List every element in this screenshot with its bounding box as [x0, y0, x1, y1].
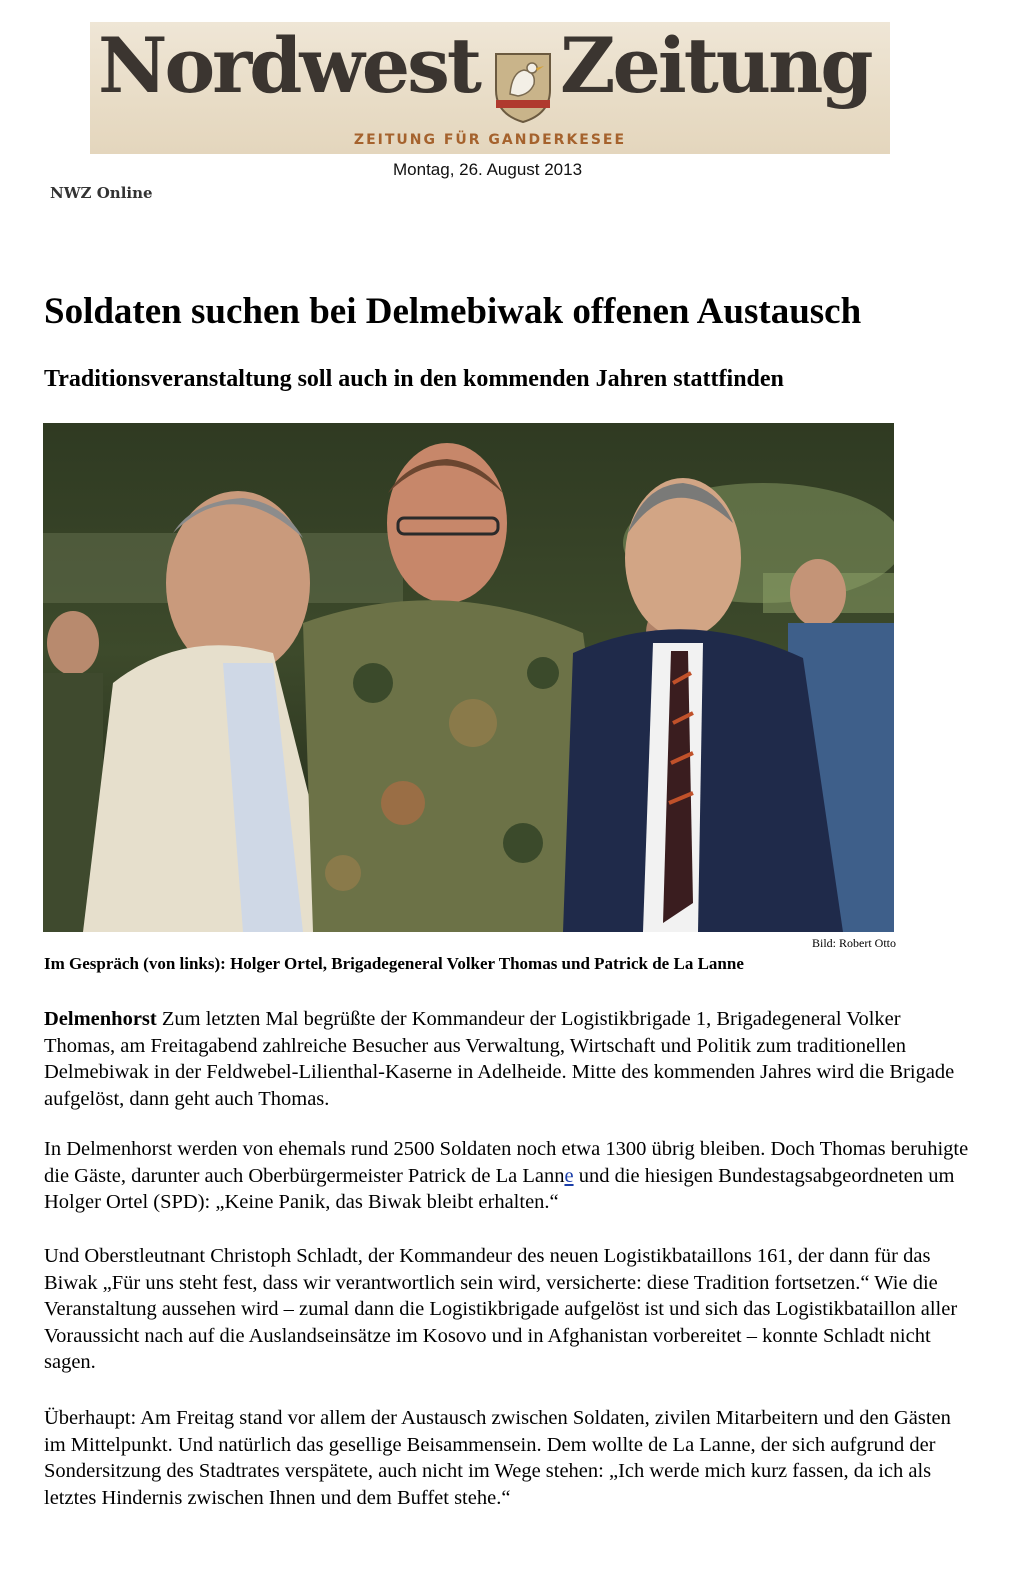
dateline: Delmenhorst — [44, 1008, 157, 1030]
publication-date: Montag, 26. August 2013 — [393, 160, 583, 179]
paragraph-2-text-b: und die hiesigen Bundestagsabgeordneten um Holger Ortel (SPD): „Keine Panik, das Biwak bleibt erhalten.“ — [44, 1164, 955, 1213]
masthead — [90, 22, 890, 154]
coat-of-arms-icon — [492, 50, 554, 124]
source-label: NWZ Online — [50, 184, 153, 202]
paragraph-1-text: Zum letzten Mal begrüßte der Kommandeur der Logistikbrigade 1, Brigadegeneral Volker Thomas, am Freitagabend zahlreiche Besucher aus Verwaltung, Wirtschaft und Politik zum traditionellen Delmebiwak in der Feldwebel-Lilienthal-Kaserne in Adelheide. Mitte des kommenden Jahres wird die Brigade aufgelöst, dann geht auch Thomas. — [44, 1008, 955, 1110]
paragraph-1 — [44, 1006, 974, 1112]
paragraph-2 — [44, 1136, 974, 1216]
masthead-subtitle: ZEITUNG FÜR GANDERKESEE — [353, 132, 627, 148]
inline-link[interactable]: e — [564, 1164, 574, 1187]
article-photo — [43, 423, 894, 932]
paragraph-3: Und Oberstleutnant Christoph Schladt, der Kommandeur des neuen Logistikbataillons 161, der dann für das Biwak „Für uns steht fest, dass wir verantwortlich sein wird, versicherte: diese Tradition fortsetzen.“ Wie die Veranstaltung aussehen wird – zumal dann die Logistikbrigade aufgelöst ist und sich das Logistikbataillon aller Voraussicht nach auf die Auslandseinsätze im Kosovo und in Afghanistan vorbereitet – konnte Schladt nicht sagen. — [44, 1245, 958, 1373]
photo-caption: Im Gespräch (von links): Holger Ortel, Brigadegeneral Volker Thomas und Patrick de La Lanne — [44, 954, 744, 973]
masthead-title-left: Nordwest — [98, 21, 480, 110]
headline: Soldaten suchen bei Delmebiwak offenen Austausch — [44, 291, 862, 332]
paragraph-4: Überhaupt: Am Freitag stand vor allem der Austausch zwischen Soldaten, zivilen Mitarbeitern und den Gästen im Mittelpunkt. Und natürlich das gesellige Beisammensein. Dem wollte de La Lanne, der sich aufgrund der Sondersitzung des Stadtrates verspätete, auch nicht im Wege stehen: „Ich werde mich kurz fassen, da ich als letztes Hindernis zwischen Ihnen und dem Buffet stehe.“ — [44, 1407, 951, 1509]
paragraph-2-text-a: In Delmenhorst werden von ehemals rund 2500 Soldaten noch etwa 1300 übrig bleiben. Doch Thomas beruhigte die Gäste, darunter auch Oberbürgermeister Patrick de La Lann — [44, 1138, 969, 1187]
subheadline: Traditionsveranstaltung soll auch in den kommenden Jahren stattfinden — [44, 366, 784, 392]
photo-credit: Bild: Robert Otto — [812, 936, 896, 950]
masthead-title-right: Zeitung — [560, 21, 871, 110]
